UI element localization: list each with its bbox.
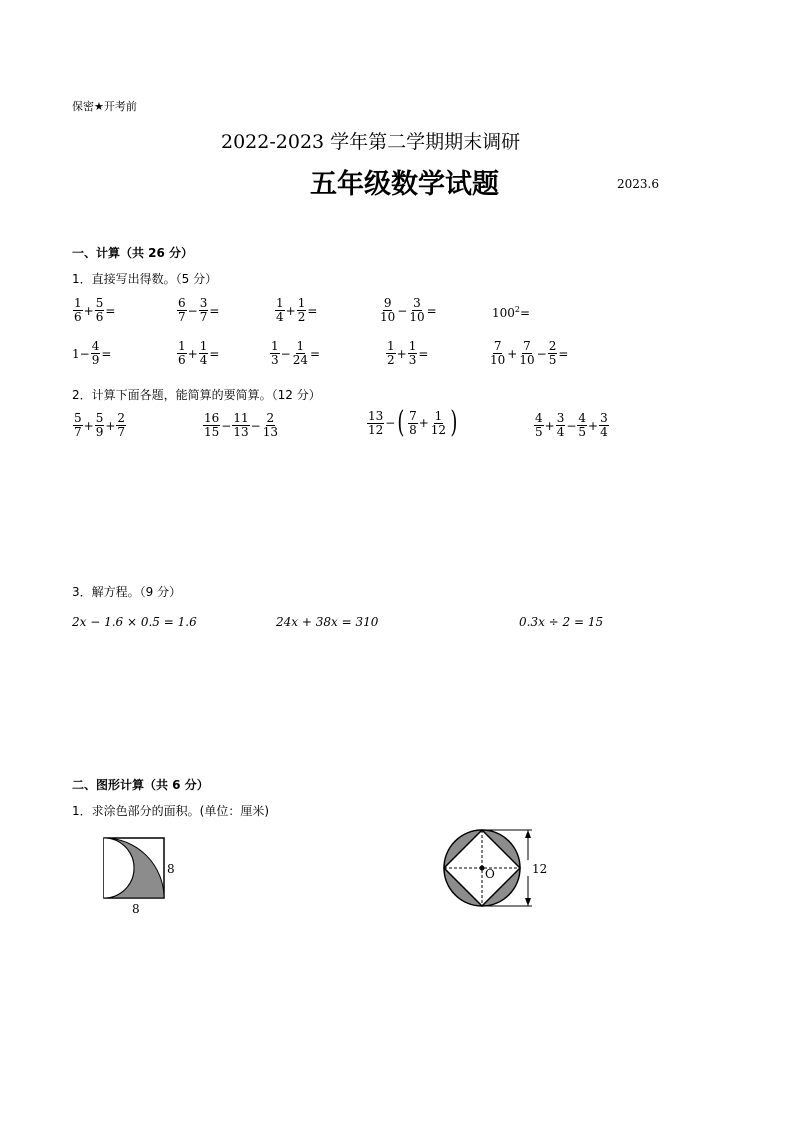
fraction: $\frac{2}{13}$ xyxy=(262,411,278,439)
fraction: $\frac{5}{6}$ xyxy=(95,296,104,324)
q2-c: $\frac{13}{12}$ − ( $\frac{7}{8}$ + $\frac{1}{12}$ ) xyxy=(368,405,458,440)
fig2-center-label: O xyxy=(485,867,495,881)
q1-r1-c: $\frac{1}{4}$ + $\frac{1}{2}$ = xyxy=(276,296,318,324)
fraction: $\frac{5}{7}$ xyxy=(74,411,82,439)
fig2-dimension-label: 12 xyxy=(532,862,548,876)
fraction: $\frac{1}{2}$ xyxy=(387,339,395,367)
fraction: $\frac{1}{4}$ xyxy=(199,339,208,367)
fraction: $\frac{3}{7}$ xyxy=(199,296,208,324)
fraction: $\frac{13}{12}$ xyxy=(368,408,384,437)
fraction: $\frac{6}{7}$ xyxy=(178,296,186,324)
s2-q1-title: 1．求涂色部分的面积。(单位：厘米) xyxy=(72,804,269,818)
exam-subtitle: 五年级数学试题 xyxy=(310,169,499,200)
q1-title: 1．直接写出得数。（5 分） xyxy=(72,272,218,286)
dim-arrow-top xyxy=(525,830,531,838)
fraction: $\frac{4}{9}$ xyxy=(91,339,100,367)
fraction: $\frac{1}{3}$ xyxy=(408,339,417,367)
q1-r2-e: $\frac{7}{10}$ + $\frac{7}{10}$ − $\frac{2}{5}$ = xyxy=(490,339,569,367)
fraction: $\frac{7}{8}$ xyxy=(409,408,417,437)
fraction: $\frac{3}{4}$ xyxy=(556,411,565,439)
fraction: $\frac{2}{5}$ xyxy=(548,339,557,367)
q1-r2-c: $\frac{1}{3}$ − $\frac{1}{24}$ = xyxy=(271,339,321,367)
fraction: $\frac{1}{6}$ xyxy=(74,296,82,324)
fig1-bottom-label: 8 xyxy=(132,902,140,916)
fraction: $\frac{1}{24}$ xyxy=(292,339,308,367)
fraction: $\frac{9}{10}$ xyxy=(380,296,396,324)
section1-title: 一、计算（共 26 分） xyxy=(72,246,194,260)
figure-square-shaded xyxy=(100,834,170,904)
q1-r2-b: $\frac{1}{6}$ + $\frac{1}{4}$ = xyxy=(178,339,220,367)
fraction: $\frac{4}{5}$ xyxy=(578,411,587,439)
q1-r1-e: $100^2=$ xyxy=(492,305,531,320)
fraction: $\frac{1}{6}$ xyxy=(178,339,186,367)
q1-r2-d: $\frac{1}{2}$ + $\frac{1}{3}$ = xyxy=(387,339,429,367)
equation-3: 0.3x ÷ 2 = 15 xyxy=(519,615,604,629)
q2-a: $\frac{5}{7}$ + $\frac{5}{9}$ + $\frac{2}{7}$ xyxy=(74,411,126,439)
q2-title: 2．计算下面各题，能简算的要简算。（12 分） xyxy=(72,388,321,402)
fraction: $\frac{5}{9}$ xyxy=(95,411,104,439)
fraction: $\frac{3}{10}$ xyxy=(409,296,425,324)
fraction: $\frac{1}{12}$ xyxy=(430,408,447,437)
fraction: $\frac{11}{13}$ xyxy=(233,411,249,439)
exam-date: 2023.6 xyxy=(617,177,659,191)
exam-title: 2022-2023 学年第二学期期末调研 xyxy=(221,131,521,153)
equation-2: 24x + 38x = 310 xyxy=(276,615,379,629)
fig1-side-label: 8 xyxy=(167,862,175,876)
fraction: $\frac{3}{4}$ xyxy=(600,411,608,439)
q2-b: $\frac{16}{15}$ − $\frac{11}{13}$ − $\frac{2}{13}$ xyxy=(204,411,278,439)
dim-arrow-bottom xyxy=(525,898,531,906)
fraction: $\frac{1}{2}$ xyxy=(297,296,306,324)
q2-d: $\frac{4}{5}$ + $\frac{3}{4}$ − $\frac{4}{5}$ + $\frac{3}{4}$ xyxy=(535,411,608,439)
fraction: $\frac{7}{10}$ xyxy=(490,339,506,367)
q1-r2-a: 1− $\frac{4}{9}$ = xyxy=(72,339,112,367)
q3-title: 3．解方程。（9 分） xyxy=(72,585,182,599)
fraction: $\frac{16}{15}$ xyxy=(204,411,220,439)
fraction: $\frac{4}{5}$ xyxy=(535,411,543,439)
fraction: $\frac{1}{3}$ xyxy=(271,339,279,367)
center-point xyxy=(480,866,485,871)
q1-r1-d: $\frac{9}{10}$ − $\frac{3}{10}$ = xyxy=(380,296,437,324)
q1-r1-b: $\frac{6}{7}$ − $\frac{3}{7}$ = xyxy=(178,296,220,324)
q1-r1-a: $\frac{1}{6}$ + $\frac{5}{6}$ = xyxy=(74,296,116,324)
equation-1: 2x − 1.6 × 0.5 = 1.6 xyxy=(72,615,197,629)
section2-title: 二、图形计算（共 6 分） xyxy=(72,778,209,792)
fraction: $\frac{2}{7}$ xyxy=(117,411,126,439)
confidential-label: 保密★开考前 xyxy=(72,100,137,113)
fraction: $\frac{7}{10}$ xyxy=(519,339,535,367)
fraction: $\frac{1}{4}$ xyxy=(276,296,284,324)
